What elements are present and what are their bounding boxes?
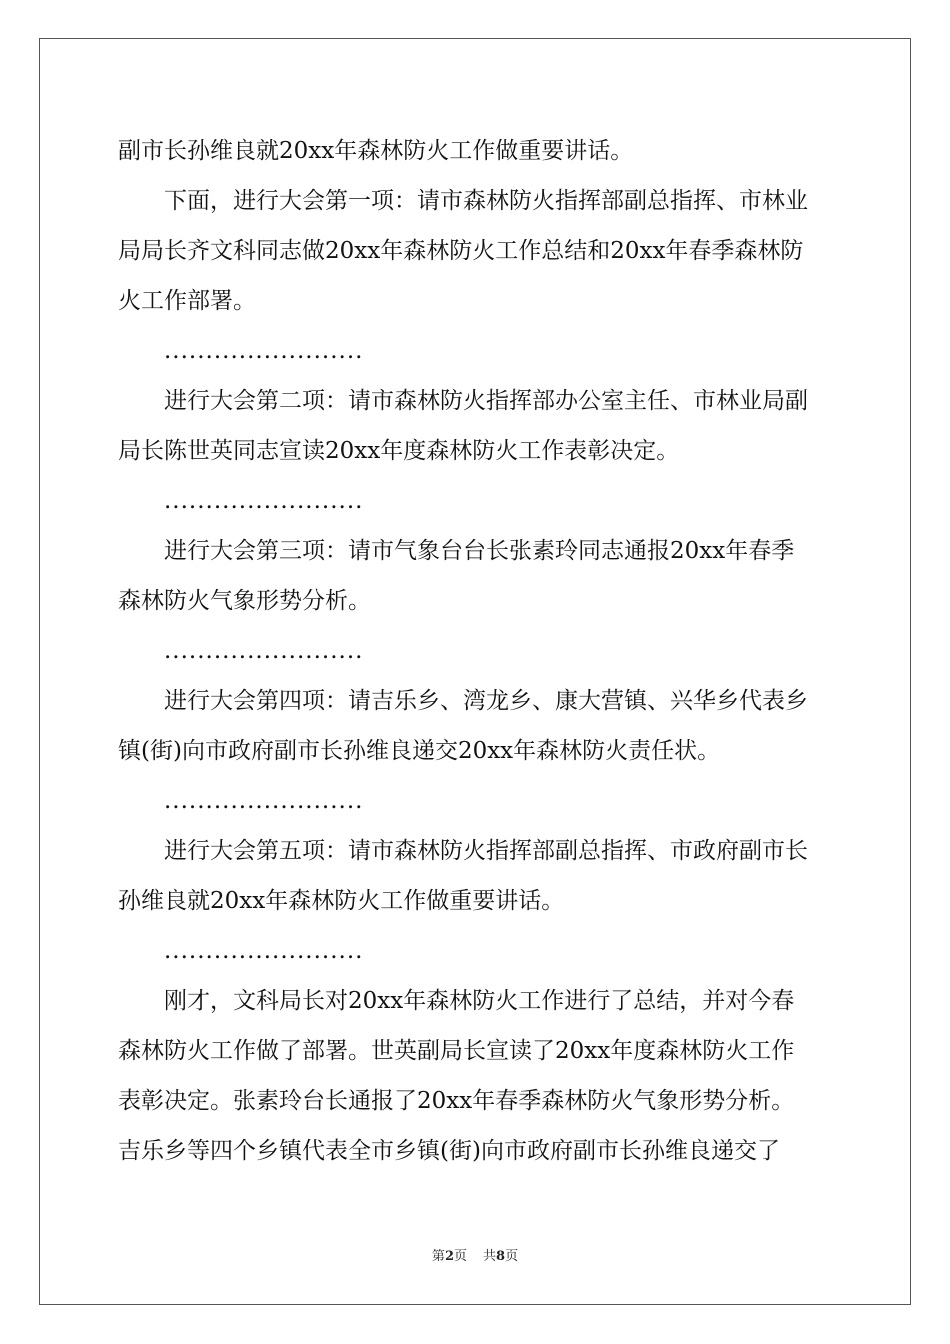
text-line: 孙维良就20xx年森林防火工作做重要讲话。 bbox=[118, 888, 565, 914]
paragraph-second-item: 进行大会第二项：请市森林防火指挥部办公室主任、市林业局副 bbox=[164, 388, 808, 414]
ellipsis-separator: ........................ bbox=[164, 638, 364, 664]
paragraph-summary: 刚才，文科局长对20xx年森林防火工作进行了总结，并对今春 bbox=[164, 988, 795, 1014]
total-suffix: 页 bbox=[505, 1249, 519, 1264]
paragraph-third-item: 进行大会第三项：请市气象台台长张素玲同志通报20xx年春季 bbox=[164, 538, 795, 564]
ellipsis-separator: ........................ bbox=[164, 788, 364, 814]
text-line: 吉乐乡等四个乡镇代表全市乡镇(街)向市政府副市长孙维良递交了 bbox=[118, 1138, 780, 1164]
paragraph-first-item: 下面，进行大会第一项：请市森林防火指挥部副总指挥、市林业 bbox=[164, 188, 808, 214]
text-line: 镇(街)向市政府副市长孙维良递交20xx年森林防火责任状。 bbox=[118, 738, 721, 764]
ellipsis-separator: ........................ bbox=[164, 938, 364, 964]
ellipsis-separator: ........................ bbox=[164, 488, 364, 514]
total-pages: 8 bbox=[496, 1249, 506, 1264]
page-footer bbox=[0, 1245, 950, 1264]
page-number: 2 bbox=[444, 1249, 454, 1264]
total-prefix: 共 bbox=[483, 1249, 497, 1264]
ellipsis-separator: ........................ bbox=[164, 338, 364, 364]
text-line: 森林防火气象形势分析。 bbox=[118, 588, 371, 614]
text-line: 森林防火工作做了部署。世英副局长宣读了20xx年度森林防火工作 bbox=[118, 1038, 795, 1064]
text-line: 表彰决定。张素玲台长通报了20xx年春季森林防火气象形势分析。 bbox=[118, 1088, 795, 1114]
text-line: 火工作部署。 bbox=[118, 288, 256, 314]
page-prefix: 第 bbox=[431, 1249, 445, 1264]
paragraph-fifth-item: 进行大会第五项：请市森林防火指挥部副总指挥、市政府副市长 bbox=[164, 838, 808, 864]
text-line: 局局长齐文科同志做20xx年森林防火工作总结和20xx年春季森林防 bbox=[118, 238, 804, 264]
text-line: 副市长孙维良就20xx年森林防火工作做重要讲话。 bbox=[118, 138, 634, 164]
document-body bbox=[118, 126, 833, 1176]
text-line: 局长陈世英同志宣读20xx年度森林防火工作表彰决定。 bbox=[118, 438, 680, 464]
page-suffix: 页 bbox=[453, 1249, 467, 1264]
paragraph-fourth-item: 进行大会第四项：请吉乐乡、湾龙乡、康大营镇、兴华乡代表乡 bbox=[164, 688, 808, 714]
